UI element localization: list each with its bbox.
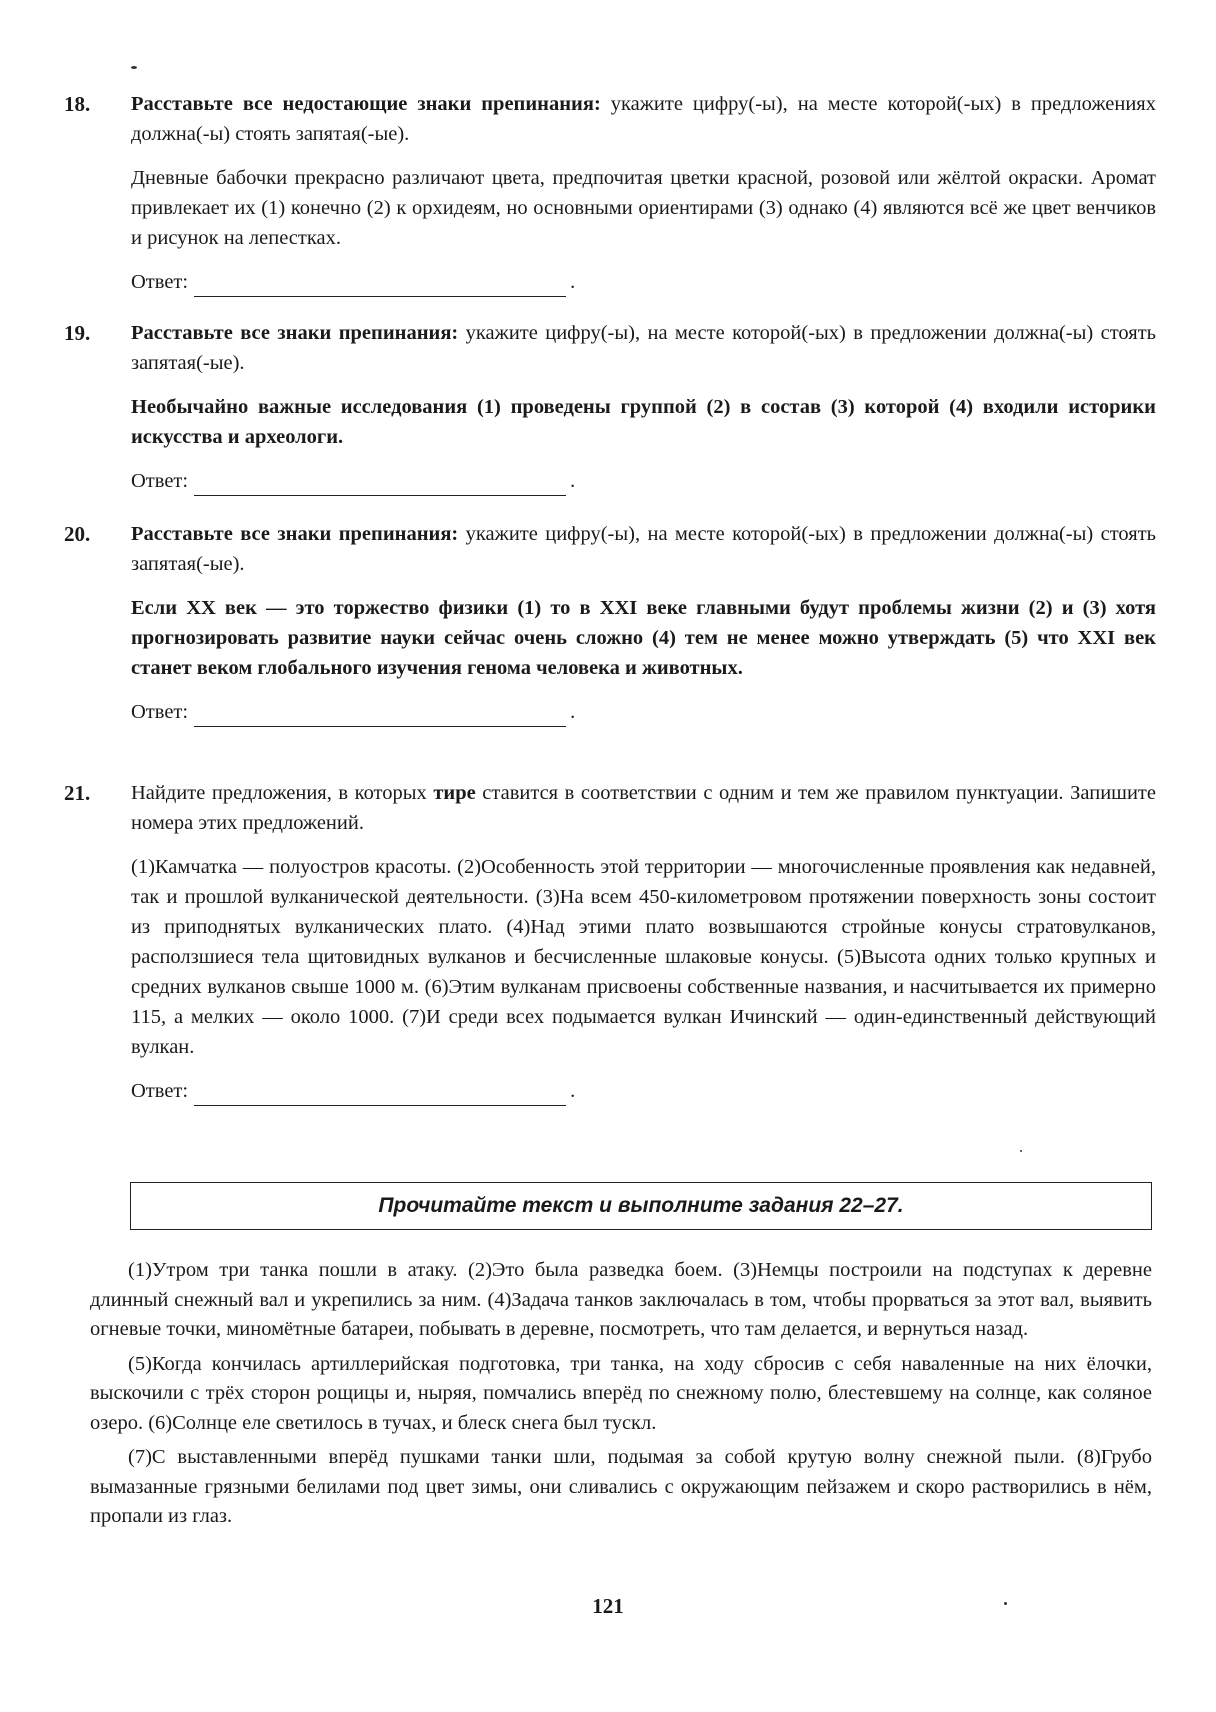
answer-field[interactable] bbox=[194, 704, 566, 727]
answer-row: Ответ: . bbox=[131, 466, 1156, 496]
scan-speck bbox=[1004, 1602, 1007, 1605]
task-number: 20. bbox=[64, 522, 91, 546]
instruction-bold: Расставьте все знаки препинания: bbox=[131, 523, 459, 545]
instruction-bold: тире bbox=[433, 782, 476, 804]
answer-label: Ответ: bbox=[131, 701, 189, 723]
section-banner: Прочитайте текст и выполните задания 22–27. bbox=[130, 1182, 1152, 1230]
task-text: Дневные бабочки прекрасно различают цвета, предпочитая цветки красной, розовой или жёлтой окраски. Аромат привлекает их (1) конечно (2) к орхидеям, но основными ориентирами (3) однако (4) являются всё же цвет венчиков и рисунок на лепестках. bbox=[131, 167, 1156, 249]
reading-paragraph: (7)С выставленными вперёд пушками танки шли, подымая за собой крутую волну снежной пыли. (8)Грубо вымазанные грязными белилами под цвет зимы, они сливались с окружающим пейзажем и скоро растворились в нём, пропали из глаз. bbox=[90, 1446, 1152, 1527]
reading-paragraph: (5)Когда кончилась артиллерийская подготовка, три танка, на ходу сбросив с себя наваленные на них ёлочки, выскочили с трёх сторон рощицы и, ныряя, помчались вперёд по снежному полю, блестевшему на солнце, как соляное озеро. (6)Солнце еле светилось в тучах, и блеск снега был тускл. bbox=[90, 1352, 1152, 1434]
answer-row: Ответ: . bbox=[131, 267, 1156, 297]
answer-label: Ответ: bbox=[131, 470, 189, 492]
instruction-bold: Расставьте все знаки препинания: bbox=[131, 322, 459, 344]
instruction-text: ставится в соответствии с одним и тем же правилом пунктуации. Запишите номера этих предложений. bbox=[131, 782, 1156, 834]
instruction-text: укажите цифру(-ы), на месте которой(-ых) в предложениях должна(-ы) стоять запятая(-ые). bbox=[131, 93, 1156, 145]
task-20 bbox=[64, 519, 1156, 727]
answer-field[interactable] bbox=[194, 1083, 566, 1106]
answer-field[interactable] bbox=[194, 473, 566, 496]
answer-label: Ответ: bbox=[131, 271, 189, 293]
instruction-text: Найдите предложения, в которых bbox=[131, 782, 434, 804]
instruction-text: укажите цифру(-ы), на месте которой(-ых) в предложении должна(-ы) стоять запятая(-ые). bbox=[131, 322, 1157, 374]
task-instruction bbox=[131, 519, 1156, 579]
task-instruction bbox=[131, 778, 1156, 838]
task-instruction bbox=[131, 318, 1156, 378]
task-18 bbox=[64, 89, 1156, 297]
task-19 bbox=[64, 318, 1156, 496]
answer-field[interactable] bbox=[194, 274, 566, 297]
page-number: 121 bbox=[592, 1594, 624, 1618]
reading-text bbox=[90, 1256, 1152, 1537]
task-text: (1)Камчатка — полуостров красоты. (2)Особенность этой территории — многочисленные проявления как недавней, так и прошлой вулканической деятельности. (3)На всем 450-километровом протяжении поверхность зоны состоит из приподнятых вулканических плато. (4)Над этими плато возвышаются стройные конусы стратовулканов, расползшиеся тела щитовидных вулканов и бесчисленные шлаковые конусы. (5)Высота одних только крупных и средних вулканов свыше 1000 м. (6)Этим вулканам присвоены собственные названия, и насчитывается их примерно 115, а мелких — около 1000. (7)И среди всех подымается вулкан Ичинский — один-единственный действующий вулкан. bbox=[131, 856, 1156, 1058]
instruction-text: укажите цифру(-ы), на месте которой(-ых) в предложении должна(-ы) стоять запятая(-ые). bbox=[131, 523, 1157, 575]
scan-speck bbox=[131, 66, 137, 69]
task-text: Если XX век — это торжество физики (1) то в XXI веке главными будут проблемы жизни (2) и (3) хотя прогнозировать развитие науки сейчас очень сложно (4) тем не менее можно утверждать (5) что XXI век станет веком глобального изучения генома человека и животных. bbox=[131, 597, 1156, 679]
task-21 bbox=[64, 778, 1156, 1106]
instruction-bold: Расставьте все недостающие знаки препинания: bbox=[131, 93, 601, 115]
reading-paragraph: (1)Утром три танка пошли в атаку. (2)Это была разведка боем. (3)Немцы построили на подступах к деревне длинный снежный вал и укрепились за ним. (4)Задача танков заключалась в том, чтобы прорваться за этот вал, выявить огневые точки, миномётные батареи, побывать в деревне, посмотреть, что там делается, и вернуться назад. bbox=[90, 1259, 1152, 1340]
answer-label: Ответ: bbox=[131, 1080, 189, 1102]
answer-row: Ответ: . bbox=[131, 697, 1156, 727]
task-number: 18. bbox=[64, 92, 91, 116]
answer-row: Ответ: . bbox=[131, 1076, 1156, 1106]
task-number: 19. bbox=[64, 321, 91, 345]
task-number: 21. bbox=[64, 781, 91, 805]
scan-speck bbox=[1020, 1150, 1022, 1152]
task-text: Необычайно важные исследования (1) проведены группой (2) в состав (3) которой (4) входили историки искусства и археологи. bbox=[131, 396, 1156, 448]
task-instruction bbox=[131, 89, 1156, 149]
